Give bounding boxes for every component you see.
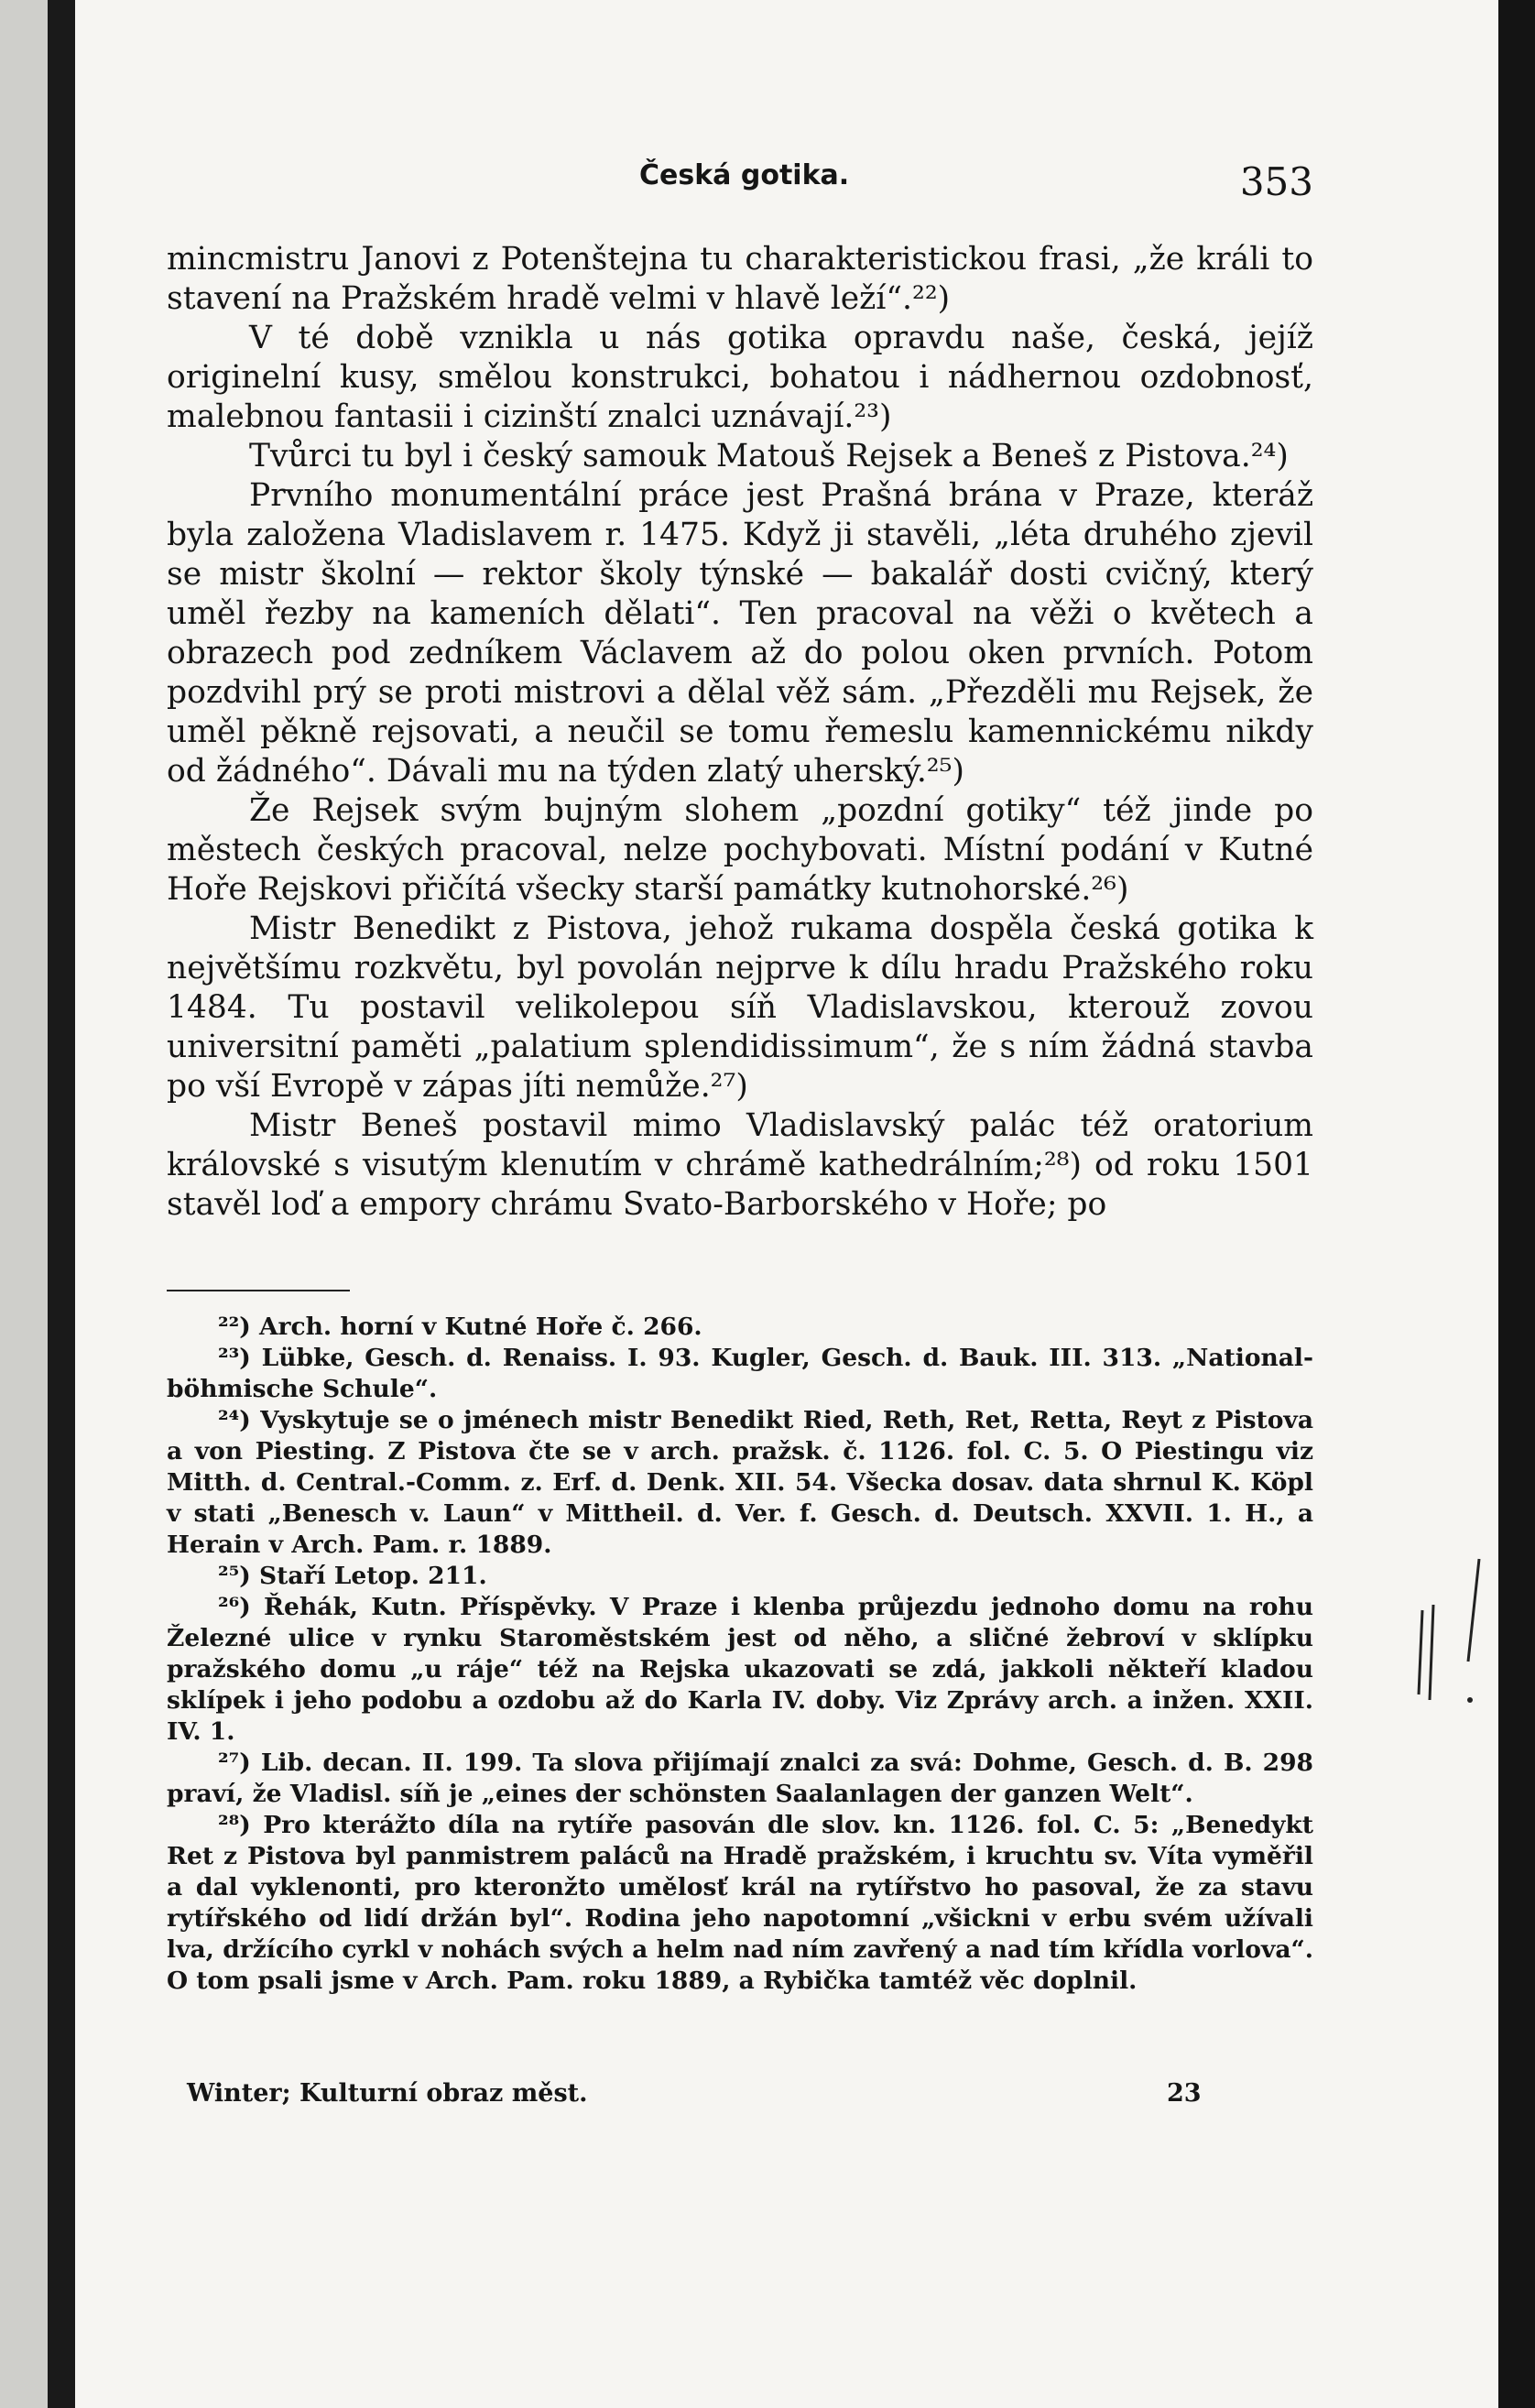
footnote: ²⁴) Vyskytuje se o jménech mistr Benedikt Ried, Reth, Ret, Retta, Reyt z Pistova a von Piesting. Z Pistova čte se v arch. pražsk. č. 1126. fol. C. 5. O Piestingu viz Mitth. d. Central.-Comm. z. Erf. d. Denk. XII. 54. Všecka dosav. data shrnul K. Köpl v stati „Benesch v. Laun“ v Mittheil. d. Ver. f. Gesch. d. Deutsch. XXVII. 1. H., a Herain v Arch. Pam. r. 1889. — [167, 1406, 1313, 1559]
footnote: ²²) Arch. horní v Kutné Hoře č. 266. — [218, 1313, 702, 1341]
pencil-margin-marks — [1399, 1539, 1508, 1740]
footnote: ²⁵) Staří Letop. 211. — [218, 1562, 487, 1590]
page-number: 353 — [1239, 159, 1313, 204]
main-text — [167, 240, 1313, 1225]
scan-margin-left — [0, 0, 48, 2408]
book-page — [75, 0, 1498, 2408]
paragraph: V té době vznikla u nás gotika opravdu naše, česká, jejíž originelní kusy, smělou konstrukci, bohatou i nádhernou ozdobnosť, malebnou fantasii i cizinští znalci uznávají.²³) — [167, 320, 1313, 435]
footnote: ²⁷) Lib. decan. II. 199. Ta slova přijímají znalci za svá: Dohme, Gesch. d. B. 298 praví, že Vladisl. síň je „eines der schönsten Saalanlagen der ganzen Welt“. — [167, 1749, 1313, 1808]
paragraph: Mistr Beneš postavil mimo Vladislavský palác též oratorium královské s visutým klenutím v chrámě kathedrálním;²⁸) od roku 1501 stavěl loď a empory chrámu Svato-Barborského v Hoře; po — [167, 1107, 1313, 1223]
running-title: Česká gotika. — [639, 159, 850, 191]
footnote: ²⁸) Pro kterážto díla na rytíře pasován dle slov. kn. 1126. fol. C. 5: „Benedykt Ret z Pistova byl panmistrem paláců na Hradě pražském, i kruchtu sv. Víta vyměřil a dal vyklenonti, pro kteronžto umělosť král na rytířstvo ho pasoval, že za stavu rytířského od lidí držán byl“. Rodina jeho napotomní „všickni v erbu svém užívali lva, držícího cyrkl v nohách svých a helm nad ním zavřený a nad tím křídla vorlova“. O tom psali jsme v Arch. Pam. roku 1889, a Rybička tamtéž věc doplnil. — [167, 1811, 1313, 1995]
paragraph: Prvního monumentální práce jest Prašná brána v Praze, kteráž byla založena Vladislavem r. 1475. Když ji stavěli, „léta druhého zjevil se mistr školní — rektor školy týnské — bakalář dosti cvičný, který uměl řezby na kameních dělati“. Ten pracoval na věži o květech a obrazech pod zedníkem Václavem až do polou oken prvních. Potom pozdvihl prý se proti mistrovi a dělal věž sám. „Přezděli mu Rejsek, že uměl pěkně rejsovati, a neučil se tomu řemeslu kamennickému nikdy od žádného“. Dávali mu na týden zlatý uherský.²⁵) — [167, 477, 1313, 790]
signature-number: 23 — [1167, 2079, 1202, 2108]
paragraph: Tvůrci tu byl i český samouk Matouš Rejsek a Beneš z Pistova.²⁴) — [249, 438, 1289, 474]
paragraph: mincmistru Janovi z Potenštejna tu charakteristickou frasi, „že králi to stavení na Pražském hradě velmi v hlavě leží“.²²) — [167, 241, 1313, 317]
signature-title: Winter; Kulturní obraz měst. — [187, 2079, 588, 2108]
paragraph: Že Rejsek svým bujným slohem „pozdní gotiky“ též jinde po městech českých pracoval, nelze pochybovati. Místní podání v Kutné Hoře Rejskovi přičítá všecky starší památky kutnohorské.²⁶) — [167, 792, 1313, 908]
footnote: ²⁶) Řehák, Kutn. Příspěvky. V Praze i klenba průjezdu jednoho domu na rohu Železné ulice v rynku Staroměstském jest od něho, a sličné žebroví v sklípku pražského domu „u ráje“ též na Rejska ukazovati se zdá, jakkoli někteří kladou sklípek i jeho podobu a ozdobu až do Karla IV. doby. Viz Zprávy arch. a inžen. XXII. IV. 1. — [167, 1593, 1313, 1746]
footnote: ²³) Lübke, Gesch. d. Renaiss. I. 93. Kugler, Gesch. d. Bauk. III. 313. „National-böhmische Schule“. — [167, 1344, 1313, 1403]
footnote-separator — [167, 1290, 350, 1291]
scan-margin-right — [1498, 0, 1535, 2408]
footnotes — [167, 1312, 1313, 1997]
paragraph: Mistr Benedikt z Pistova, jehož rukama dospěla česká gotika k největšímu rozkvětu, byl povolán nejprve k dílu hradu Pražského roku 1484. Tu postavil velikolepou síň Vladislavskou, kterouž zovou universitní paměti „palatium splendidissimum“, že s ním žádná stavba po vší Evropě v zápas jíti nemůže.²⁷) — [167, 910, 1313, 1105]
scan-shadow-left — [48, 0, 75, 2408]
running-header — [167, 159, 1313, 203]
